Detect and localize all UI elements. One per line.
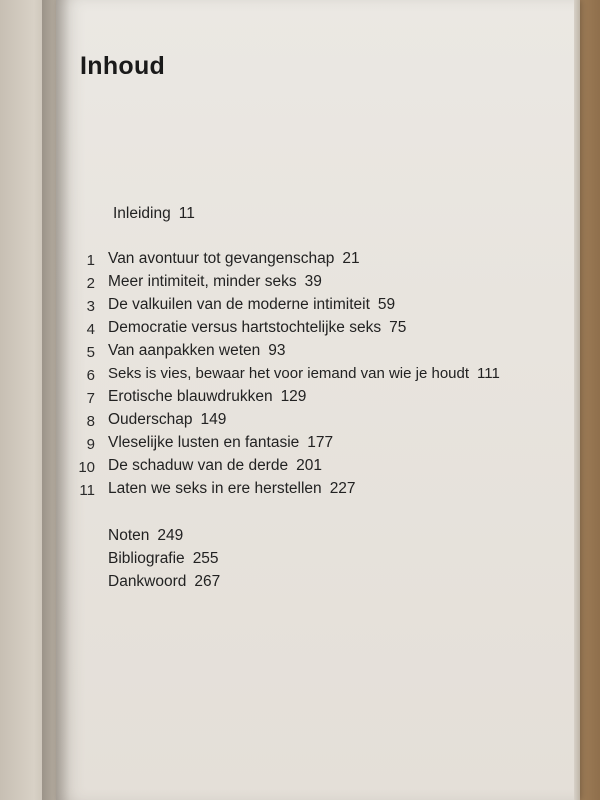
toc-entry-page: 75 xyxy=(389,319,407,336)
chapter-number: 3 xyxy=(86,298,95,315)
toc-entry-chapter xyxy=(108,388,306,406)
toc-entry-page: 39 xyxy=(304,273,322,290)
toc-entry-page: 267 xyxy=(194,573,221,590)
toc-entry-label: Noten xyxy=(108,527,150,544)
toc-entry-label: Van avontuur tot gevangenschap xyxy=(108,250,335,267)
toc-entry-page: 59 xyxy=(377,296,396,313)
toc-entry-page: 177 xyxy=(307,434,334,451)
toc-entry-page: 227 xyxy=(329,480,356,497)
page-edge xyxy=(574,0,580,800)
toc-entry-chapter xyxy=(108,457,322,475)
toc-entry-label: Vleselijke lusten en fantasie xyxy=(108,434,300,451)
chapter-number: 10 xyxy=(78,459,95,476)
toc-entry-page: 11 xyxy=(178,205,195,222)
toc-entry-page: 21 xyxy=(342,250,360,267)
chapter-number: 9 xyxy=(86,436,95,453)
chapter-number: 7 xyxy=(86,390,95,407)
toc-entry-backmatter xyxy=(108,527,183,545)
toc-entry-label: Dankwoord xyxy=(108,573,187,590)
chapter-number: 5 xyxy=(86,344,95,361)
toc-entry-label: Van aanpakken weten xyxy=(108,342,261,359)
chapter-number: 11 xyxy=(79,482,95,499)
toc-entry-chapter xyxy=(108,342,286,360)
toc-entry-page: 93 xyxy=(268,342,286,359)
toc-entry-chapter xyxy=(108,434,333,452)
toc-entry-label: Meer intimiteit, minder seks xyxy=(108,273,297,290)
toc-entry-label: Laten we seks in ere herstellen xyxy=(108,480,322,497)
toc-entry-chapter xyxy=(108,365,500,382)
toc-entry-page: 255 xyxy=(192,550,219,567)
toc-entry-page: 129 xyxy=(280,388,307,405)
toc-entry-page: 249 xyxy=(157,527,184,544)
toc-entry-label: Bibliografie xyxy=(108,550,185,567)
toc-entry-label: Ouderschap xyxy=(108,411,193,428)
chapter-number: 4 xyxy=(86,321,95,338)
toc-entry-page: 111 xyxy=(477,365,500,382)
toc-entry-backmatter xyxy=(108,573,220,591)
toc-entry-chapter xyxy=(108,250,360,268)
toc-entry-chapter xyxy=(108,319,406,337)
toc-entry-label: Democratie versus hartstochtelijke seks xyxy=(108,319,382,336)
book-gutter xyxy=(42,0,70,800)
page-title: Inhoud xyxy=(80,52,166,80)
toc-entry-backmatter xyxy=(108,550,219,568)
toc-entry-label: Seks is vies, bewaar het voor iemand van wie je houdt xyxy=(108,365,470,382)
toc-entry-label: De schaduw van de derde xyxy=(108,457,289,474)
toc-entry-page: 201 xyxy=(296,457,322,474)
toc-entry-chapter xyxy=(108,480,356,498)
toc-entry-label: De valkuilen van de moderne intimiteit xyxy=(108,296,370,313)
toc-entry-label: Erotische blauwdrukken xyxy=(108,388,273,405)
toc-entry-label: Inleiding xyxy=(113,205,171,222)
toc-entry-intro xyxy=(113,205,195,223)
chapter-number: 6 xyxy=(86,367,95,384)
toc-entry-chapter xyxy=(108,296,395,314)
toc-entry-chapter xyxy=(108,411,226,429)
chapter-number: 1 xyxy=(86,252,95,269)
chapter-number: 2 xyxy=(86,275,95,292)
toc-entry-chapter xyxy=(108,273,322,291)
toc-entry-page: 149 xyxy=(200,411,227,428)
chapter-number: 8 xyxy=(86,413,95,430)
